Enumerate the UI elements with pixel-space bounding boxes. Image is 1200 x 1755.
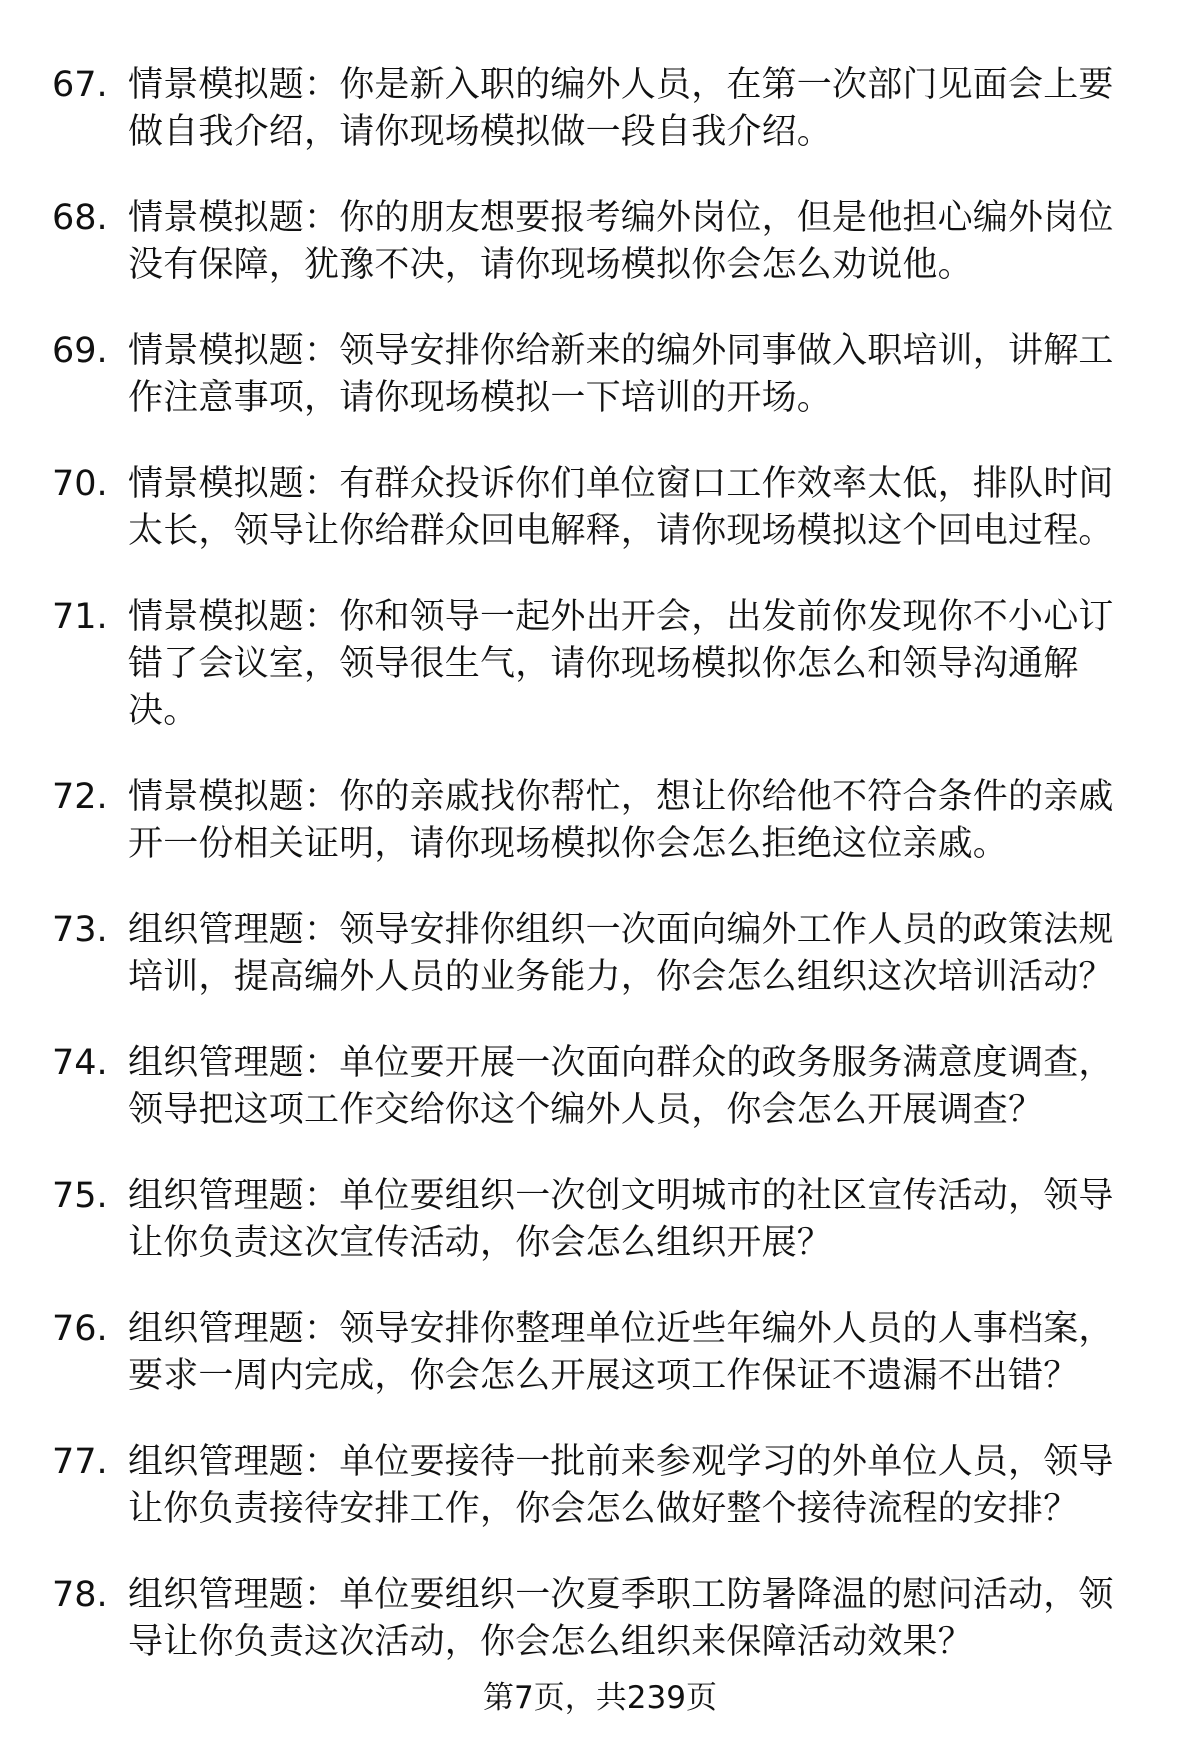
page-number-label: 第7页，共239页 bbox=[483, 1680, 717, 1716]
question-item-77 bbox=[52, 1439, 1152, 1533]
question-item-69 bbox=[52, 328, 1152, 422]
question-item-67 bbox=[52, 62, 1152, 156]
question-number: 68. bbox=[52, 198, 108, 238]
question-text: 组织管理题：单位要开展一次面向群众的政务服务满意度调查，领导把这项工作交给你这个编外人员，你会怎么开展调查？ bbox=[128, 1043, 1114, 1130]
question-text: 组织管理题：领导安排你整理单位近些年编外人员的人事档案，要求一周内完成，你会怎么开展这项工作保证不遗漏不出错？ bbox=[128, 1309, 1114, 1396]
question-number: 67. bbox=[52, 65, 108, 105]
question-number: 75. bbox=[52, 1176, 108, 1216]
question-item-71 bbox=[52, 594, 1152, 735]
question-item-73 bbox=[52, 907, 1152, 1001]
question-number: 69. bbox=[52, 331, 108, 371]
question-item-78 bbox=[52, 1572, 1152, 1666]
question-item-75 bbox=[52, 1173, 1152, 1267]
question-text: 情景模拟题：你的亲戚找你帮忙，想让你给他不符合条件的亲戚开一份相关证明，请你现场模拟你会怎么拒绝这位亲戚。 bbox=[128, 777, 1114, 864]
question-item-70 bbox=[52, 461, 1152, 555]
question-number: 71. bbox=[52, 597, 108, 637]
question-number: 77. bbox=[52, 1442, 108, 1482]
question-text: 组织管理题：单位要接待一批前来参观学习的外单位人员，领导让你负责接待安排工作，你会怎么做好整个接待流程的安排？ bbox=[128, 1442, 1114, 1529]
question-text: 情景模拟题：你的朋友想要报考编外岗位，但是他担心编外岗位没有保障，犹豫不决，请你现场模拟你会怎么劝说他。 bbox=[128, 198, 1114, 285]
question-text: 情景模拟题：你是新入职的编外人员，在第一次部门见面会上要做自我介绍，请你现场模拟做一段自我介绍。 bbox=[128, 65, 1114, 152]
question-number: 74. bbox=[52, 1043, 108, 1083]
question-text: 情景模拟题：你和领导一起外出开会，出发前你发现你不小心订错了会议室，领导很生气，请你现场模拟你怎么和领导沟通解决。 bbox=[128, 597, 1114, 731]
question-item-72 bbox=[52, 774, 1152, 868]
question-number: 78. bbox=[52, 1575, 108, 1615]
question-number: 73. bbox=[52, 910, 108, 950]
question-list bbox=[52, 62, 1152, 1705]
question-text: 情景模拟题：有群众投诉你们单位窗口工作效率太低，排队时间太长，领导让你给群众回电解释，请你现场模拟这个回电过程。 bbox=[128, 464, 1114, 551]
question-text: 情景模拟题：领导安排你给新来的编外同事做入职培训，讲解工作注意事项，请你现场模拟一下培训的开场。 bbox=[128, 331, 1114, 418]
question-text: 组织管理题：领导安排你组织一次面向编外工作人员的政策法规培训，提高编外人员的业务能力，你会怎么组织这次培训活动？ bbox=[128, 910, 1114, 997]
question-number: 70. bbox=[52, 464, 108, 504]
question-item-76 bbox=[52, 1306, 1152, 1400]
question-text: 组织管理题：单位要组织一次创文明城市的社区宣传活动，领导让你负责这次宣传活动，你会怎么组织开展？ bbox=[128, 1176, 1114, 1263]
page-footer bbox=[0, 1678, 1200, 1718]
question-text: 组织管理题：单位要组织一次夏季职工防暑降温的慰问活动，领导让你负责这次活动，你会怎么组织来保障活动效果？ bbox=[128, 1575, 1114, 1662]
question-item-68 bbox=[52, 195, 1152, 289]
question-item-74 bbox=[52, 1040, 1152, 1134]
question-number: 72. bbox=[52, 777, 108, 817]
question-number: 76. bbox=[52, 1309, 108, 1349]
